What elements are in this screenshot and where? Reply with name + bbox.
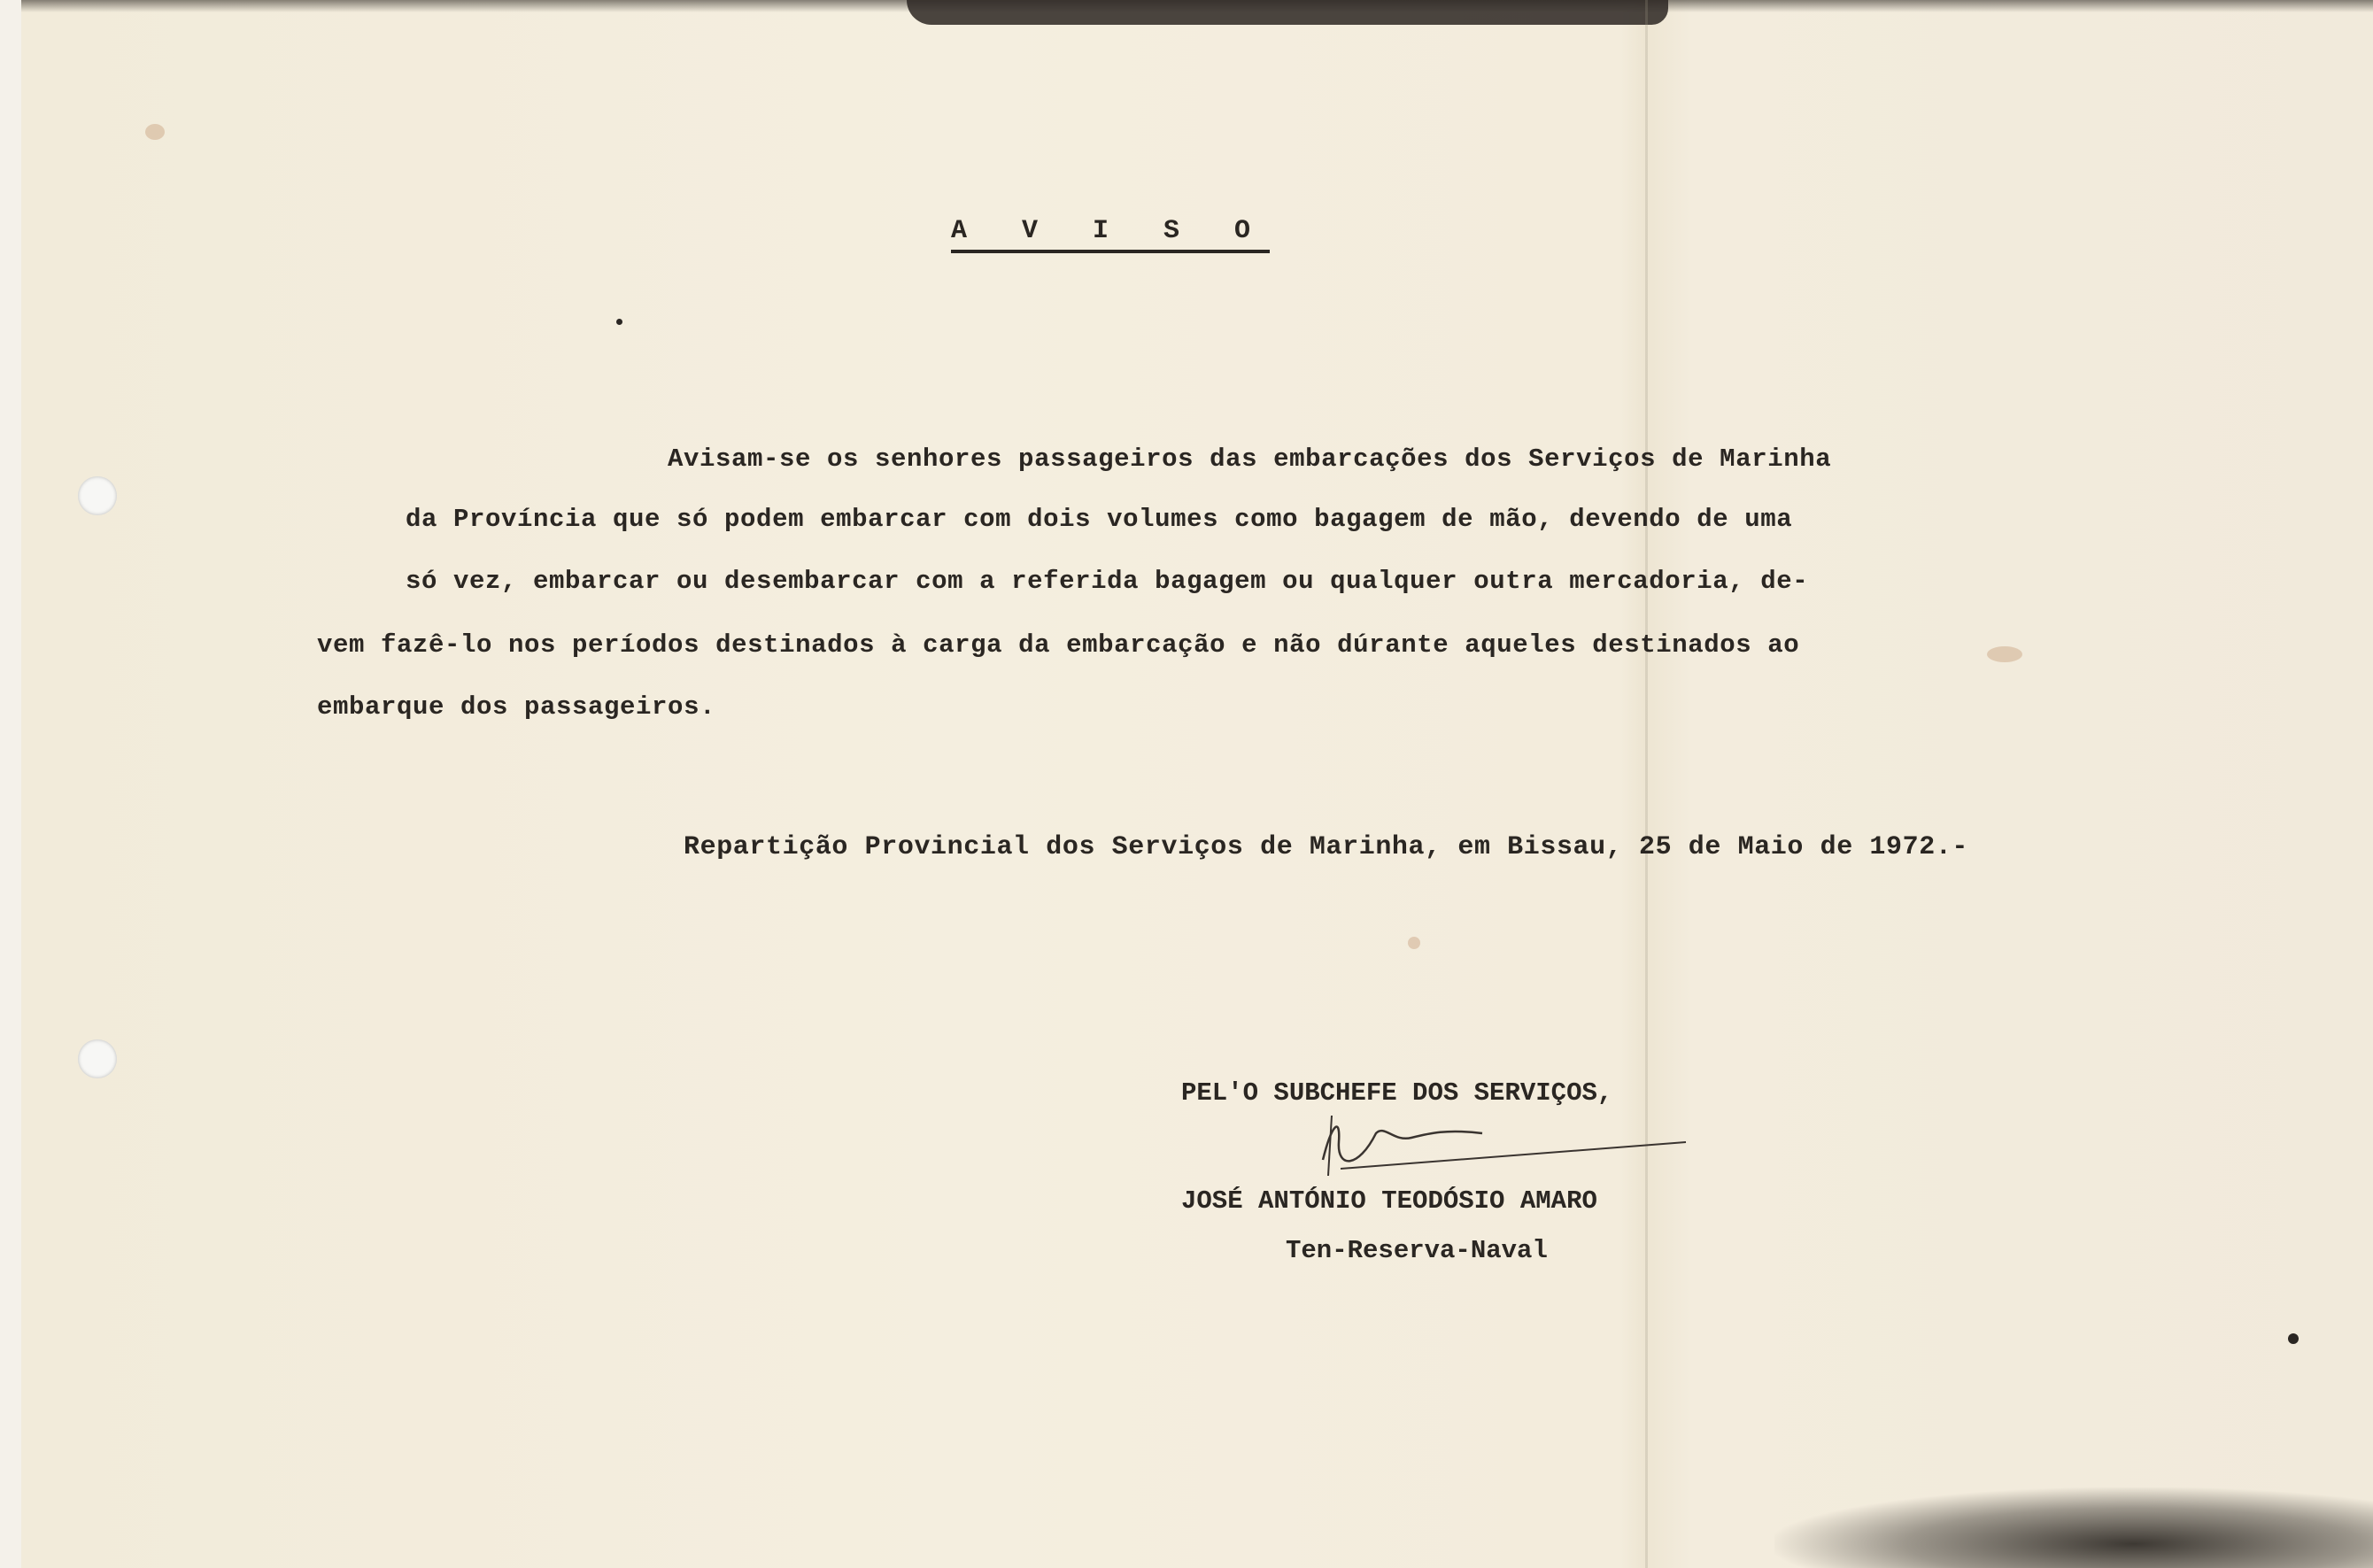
handwritten-signature bbox=[1305, 1107, 1695, 1178]
notice-title: A V I S O bbox=[951, 216, 1270, 253]
body-line-2: da Província que só podem embarcar com dois volumes como bagagem de mão, devendo de uma bbox=[406, 505, 1793, 534]
paper-fold bbox=[1645, 0, 1648, 1568]
closing-line: Repartição Provincial dos Serviços de Marinha, em Bissau, 25 de Maio de 1972.- bbox=[684, 832, 1969, 862]
body-line-5: embarque dos passageiros. bbox=[317, 692, 716, 722]
ink-dot bbox=[2288, 1333, 2299, 1344]
ink-dot bbox=[616, 319, 622, 325]
punch-hole bbox=[78, 476, 117, 515]
paper-stain bbox=[145, 124, 165, 140]
ink-smudge-top bbox=[907, 0, 1668, 25]
signatory-rank: Ten-Reserva-Naval bbox=[1286, 1236, 1548, 1265]
body-line-3: só vez, embarcar ou desembarcar com a referida bagagem ou qualquer outra mercadoria, de- bbox=[406, 567, 1809, 596]
document-page bbox=[21, 0, 2373, 1568]
paper-stain bbox=[1408, 937, 1420, 949]
ink-smudge-bottom bbox=[1774, 1487, 2373, 1568]
on-behalf-line: PEL'O SUBCHEFE DOS SERVIÇOS, bbox=[1181, 1078, 1613, 1108]
body-line-4: vem fazê-lo nos períodos destinados à carga da embarcação e não dúrante aqueles destinados ao bbox=[317, 630, 1800, 660]
punch-hole bbox=[78, 1039, 117, 1078]
signatory-name: JOSÉ ANTÓNIO TEODÓSIO AMARO bbox=[1181, 1186, 1597, 1216]
body-line-1: Avisam-se os senhores passageiros das embarcações dos Serviços de Marinha bbox=[668, 444, 1832, 474]
paper-stain bbox=[1987, 646, 2022, 662]
